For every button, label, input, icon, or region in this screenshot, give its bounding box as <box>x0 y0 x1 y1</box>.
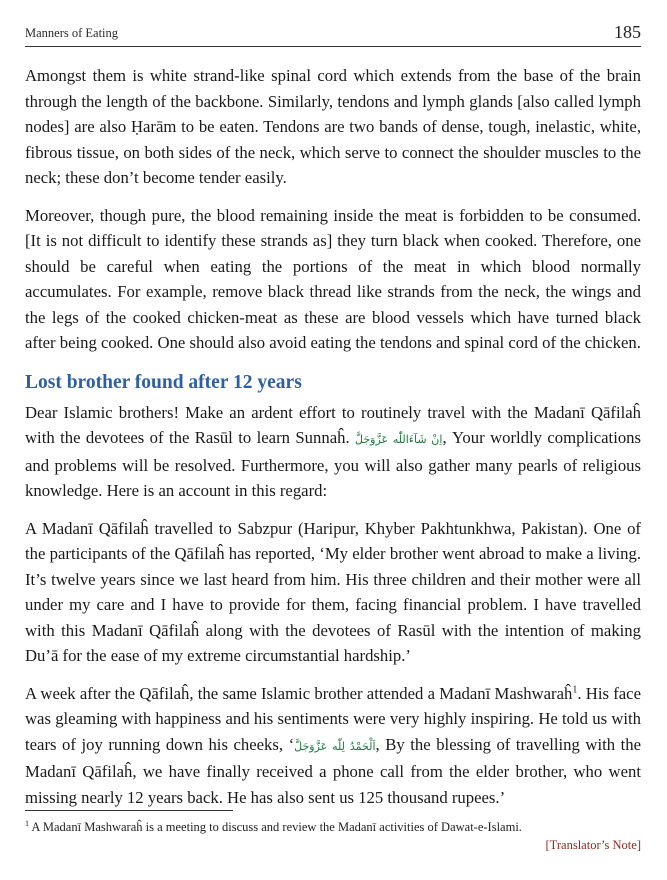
paragraph-5-text-c: , By the blessing of travelling with the Madanī Qāfilaĥ, we have finally received a phone call from the elder brother, who went missing nearly 12 years back. He has also sent us 125 thousand rupees.’ <box>25 734 642 807</box>
body-paragraph-1: Amongst them is white strand-like spinal cord which extends from the base of the brain through the length of the backbone. Similarly, tendons and lymph glands [also called lymph nodes] are also Ḥarām to be eaten. Tendons are two bands of dense, tough, inelastic, white, fibrous tissue, on both sides of the neck, which serve to connect the shoulder muscles to the neck; these don’t become tender easily. <box>25 66 641 187</box>
arabic-phrase-inshaallah: اِنْ شَآءَاللّٰه عَزَّوَجَلَّ <box>355 433 443 446</box>
footnote-marker: 1 <box>25 818 29 828</box>
arabic-phrase-alhamdulillah: اَلْحَمْدُ لِلّٰه عَزَّوَجَلَّ <box>294 739 376 753</box>
footnote-text: A Madanī Mashwaraĥ is a meeting to discuss and review the Madanī activities of Dawat-e-Islami. <box>29 820 522 834</box>
section-heading: Lost brother found after 12 years <box>25 371 302 393</box>
paragraph-3-text-a: Dear Islamic brothers! Make an ardent effort to routinely travel with the Madanī Qāfilaĥ with the devotees of the Rasūl to learn Sunnaĥ. <box>25 402 641 447</box>
footnote-divider <box>25 810 233 811</box>
body-paragraph-2: Moreover, though pure, the blood remaining inside the meat is forbidden to be consumed. [It is not difficult to identify these strands as] they turn black when cooked. Therefore, one should be careful when eating the portions of the meat in which blood normally accumulates. For example, remove black thread like strands from the neck, the wings and the legs of the cooked chicken-meat as these are blood vessels which have turned black after being cooked. One should also avoid eating the tendons and spinal cord of the chicken. <box>25 205 641 352</box>
page-body <box>25 63 641 822</box>
running-title: Manners of Eating <box>25 26 119 40</box>
paragraph-5-text-b: . His face was gleaming with happiness and his sentiments were very highly inspiring. He told us with tears of joy running down his cheeks, ‘ <box>25 683 641 754</box>
footnote <box>25 819 641 835</box>
body-paragraph-3 <box>25 400 641 504</box>
footnote-reference: 1 <box>572 683 578 695</box>
body-paragraph-4: A Madanī Qāfilaĥ travelled to Sabzpur (Haripur, Khyber Pakhtunkhwa, Pakistan). One of the participants of the Qāfilaĥ has reported, ‘My elder brother went abroad to make a living. It’s twelve years since we last heard from him. His three children and their mother were all under my care and I have to provide for them, facing financial problem. I have travelled with this Madanī Qāfilaĥ along with the devotees of Rasūl with the intention of making Du’ā for the ease of my extreme circumstantial hardship.’ <box>25 518 641 665</box>
page-number: 185 <box>614 22 641 42</box>
paragraph-3-text-b: , Your worldly complications and problems will be resolved. Furthermore, you will also gather many pearls of religious knowledge. Here is an account in this regard: <box>25 428 642 500</box>
page-header <box>25 22 641 47</box>
paragraph-5-text-a: A week after the Qāfilaĥ, the same Islamic brother attended a Madanī Mashwaraĥ <box>25 683 573 703</box>
translator-note: [Translator’s Note] <box>545 838 641 852</box>
body-paragraph-5 <box>25 681 641 811</box>
